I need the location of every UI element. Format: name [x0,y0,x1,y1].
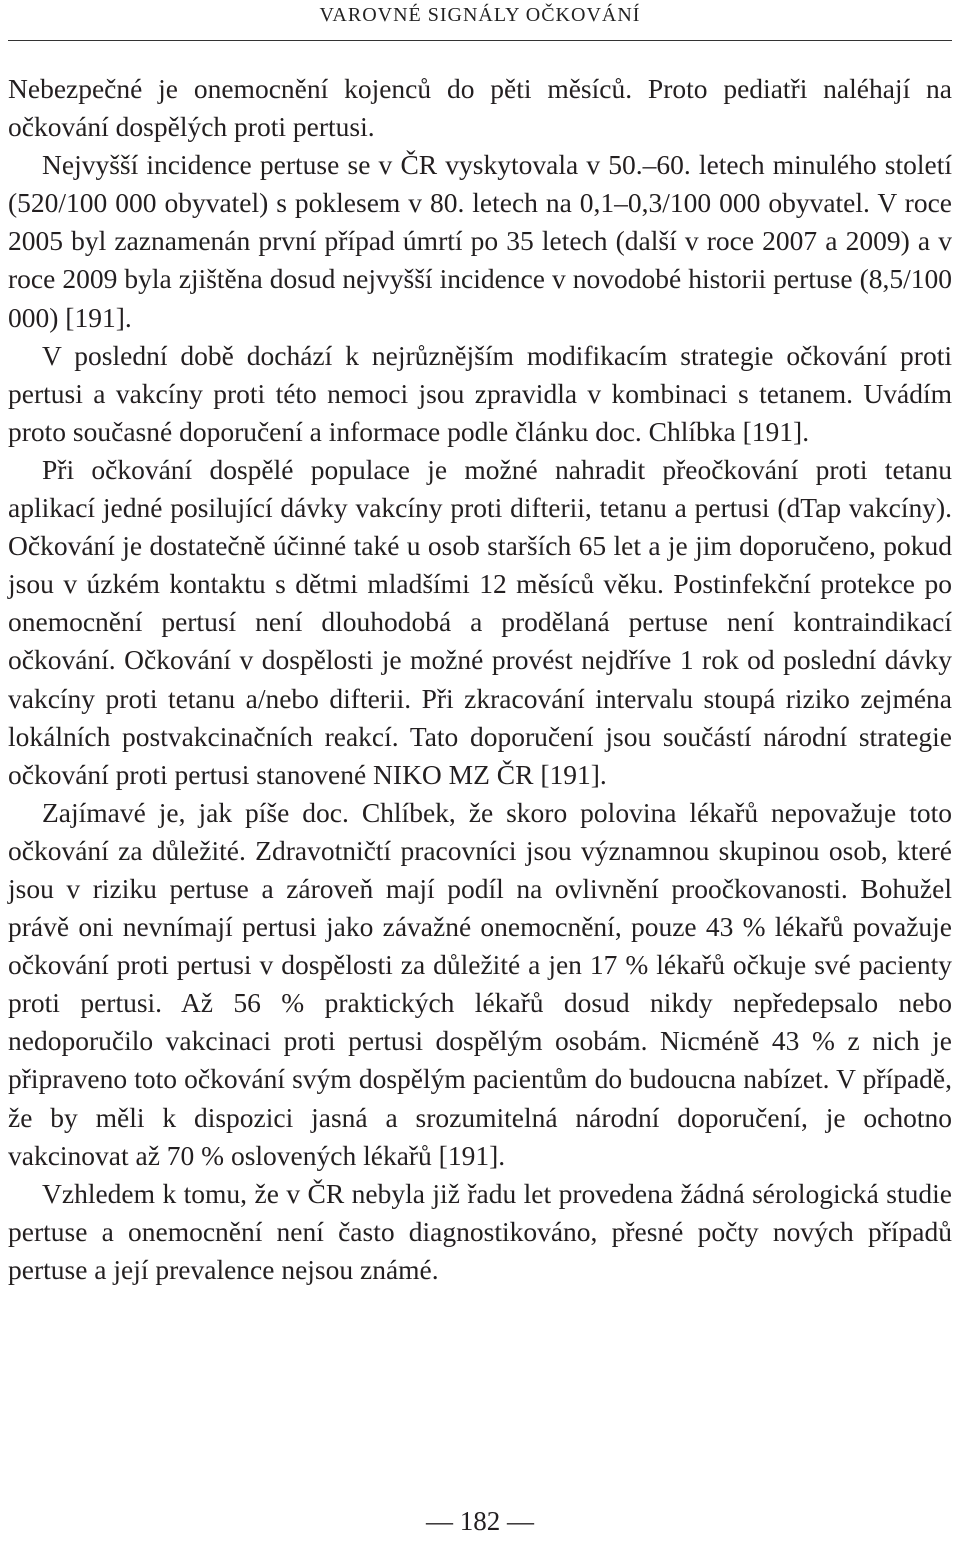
paragraph: Při očkování dospělé populace je možné nahradit přeočkování proti tetanu aplikací jedné posilující dávky vakcíny proti difterii, tetanu a pertusi (dTap vakcíny). Očkování je dostatečně účinné také u osob starších 65 let a je jim doporučeno, pokud jsou v úzkém kontaktu s dětmi mladšími 12 měsíců věku. Postinfekční protekce po onemocnění pertusí není dlouhodobá a prodělaná pertuse není kontraindikací očkování. Očkování v dospělosti je možné provést nejdříve 1 rok od poslední dávky vakcíny proti tetanu a/nebo difterii. Při zkracování intervalu stoupá riziko zejména lokálních postvakcinačních reakcí. Tato doporučení jsou součástí národní strategie očkování proti pertusi stanovené NIKO MZ ČR [191]. [8,453,952,790]
header-rule [8,40,952,41]
running-head: VAROVNÉ SIGNÁLY OČKOVÁNÍ [319,4,641,26]
paragraph: Zajímavé je, jak píše doc. Chlíbek, že skoro polovina lékařů nepovažuje toto očkování za důležité. Zdravotničtí pracovníci jsou významnou skupinou osob, které jsou v riziku pertuse a zároveň mají podíl na ovlivnění proočkovanosti. Bohužel právě oni nevnímají pertusi jako závažné onemocnění, pouze 43 % lékařů považuje očkování proti pertusi v dospělosti za důležité a jen 17 % lékařů očkuje své pacienty proti pertusi. Až 56 % praktických lékařů dosud nikdy nepředepsalo nebo nedoporučilo vakcinaci proti pertusi dospělým osobám. Nicméně 43 % z nich je připraveno toto očkování svým dospělým pacientům do budoucna nabízet. V případě, že by měli k dispozici jasná a srozumitelná národní doporučení, je ochotno vakcinovat až 70 % oslovených lékařů [191]. [8,796,952,1171]
paragraph: Nebezpečné je onemocnění kojenců do pěti měsíců. Proto pediatři naléhají na očkování dospělých proti pertusi. [8,73,952,143]
paragraph: Nejvyšší incidence pertuse se v ČR vyskytovala v 50.–60. letech minulého století (520/100 000 obyvatel) s poklesem v 80. letech na 0,1–0,3/100 000 obyvatel. V roce 2005 byl zaznamenán první případ úmrtí po 35 letech (další v roce 2007 a 2009) a v roce 2009 byla zjištěna dosud nejvyšší incidence v novodobé historii pertuse (8,5/100 000) [191]. [8,149,952,333]
page-number: — 182 — [426,1506,534,1536]
paragraph: Vzhledem k tomu, že v ČR nebyla již řadu let provedena žádná sérologická studie pertuse a onemocnění není často diagnostikováno, přesné počty nových případů pertuse a její prevalence nejsou známé. [8,1177,952,1285]
paragraph: V poslední době dochází k nejrůznějším modifikacím strategie očkování proti pertusi a vakcíny proti této nemoci jsou zpravidla v kombinaci s tetanem. Uvádím proto současné doporučení a informace podle článku doc. Chlíbka [191]. [8,339,952,447]
body-text [8,70,952,1289]
